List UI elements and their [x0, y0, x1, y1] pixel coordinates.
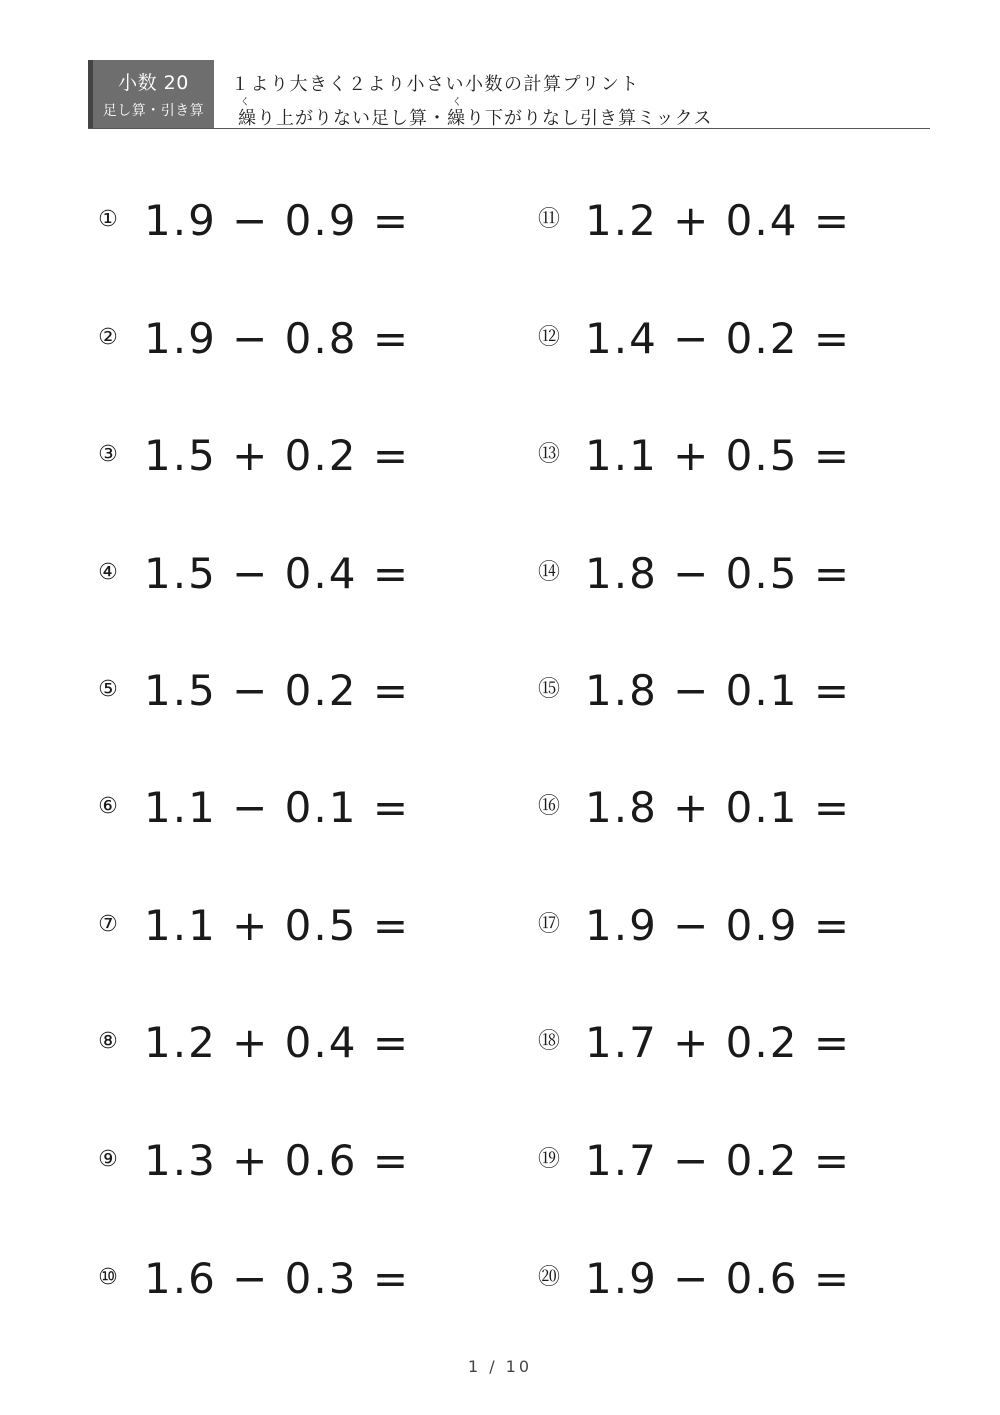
problem-expression: 1.4 − 0.2 = — [585, 313, 852, 363]
problem-expression: 1.1 − 0.1 = — [144, 782, 411, 832]
problem-expression: 1.7 + 0.2 = — [585, 1017, 852, 1067]
problem-item — [533, 1130, 851, 1190]
problem-item — [92, 1248, 410, 1308]
problem-item — [92, 1012, 410, 1072]
problem-number: ③ — [98, 442, 118, 467]
problem-number: ⑮ — [537, 677, 560, 702]
problem-expression: 1.9 − 0.9 = — [585, 900, 852, 950]
problem-expression: 1.9 − 0.6 = — [585, 1253, 852, 1303]
problem-number: ④ — [98, 560, 118, 585]
problem-item — [92, 660, 410, 720]
problem-item — [533, 190, 851, 250]
problem-number: ⑰ — [537, 912, 560, 937]
problem-item — [92, 308, 410, 368]
problem-number: ⑩ — [98, 1265, 118, 1290]
problem-item — [92, 895, 410, 955]
worksheet-title: １より大きく２より小さい小数の計算プリント — [231, 74, 640, 95]
problem-expression: 1.1 + 0.5 = — [585, 430, 852, 480]
furigana-2: く — [452, 97, 462, 108]
problem-expression: 1.2 + 0.4 = — [585, 195, 852, 245]
problem-expression: 1.3 + 0.6 = — [144, 1135, 411, 1185]
problem-item — [533, 308, 851, 368]
problem-expression: 1.5 − 0.2 = — [144, 665, 411, 715]
problem-item — [533, 425, 851, 485]
problem-item — [533, 543, 851, 603]
problem-expression: 1.8 − 0.5 = — [585, 548, 852, 598]
problem-number: ⑨ — [98, 1147, 118, 1172]
problem-expression: 1.7 − 0.2 = — [585, 1135, 852, 1185]
furigana-1: く — [240, 97, 250, 108]
problem-expression: 1.8 + 0.1 = — [585, 782, 852, 832]
problem-item — [533, 895, 851, 955]
problem-item — [533, 660, 851, 720]
problem-expression: 1.5 − 0.4 = — [144, 548, 411, 598]
problem-number: ⑧ — [98, 1029, 118, 1054]
problem-number: ⑫ — [537, 325, 560, 350]
problem-number: ⑲ — [537, 1147, 560, 1172]
problem-number: ⑤ — [98, 677, 118, 702]
problem-number: ⑭ — [537, 560, 560, 585]
problem-number: ⑥ — [98, 794, 118, 819]
problem-expression: 1.9 − 0.9 = — [144, 195, 411, 245]
problem-number: ⑬ — [537, 442, 560, 467]
problem-number: ⑪ — [537, 207, 560, 232]
problem-number: ⑦ — [98, 912, 118, 937]
page-number: 1 / 10 — [467, 1357, 533, 1376]
problem-item — [533, 777, 851, 837]
problem-expression: 1.9 − 0.8 = — [144, 313, 411, 363]
problem-expression: 1.6 − 0.3 = — [144, 1253, 411, 1303]
problem-number: ⑳ — [537, 1265, 560, 1290]
badge-title: 小数 20 — [118, 72, 189, 94]
problem-item — [92, 425, 410, 485]
problem-expression: 1.5 + 0.2 = — [144, 430, 411, 480]
problem-expression: 1.8 − 0.1 = — [585, 665, 852, 715]
problem-item — [533, 1248, 851, 1308]
problem-item — [92, 543, 410, 603]
problem-number: ⑯ — [537, 794, 560, 819]
problem-item — [92, 190, 410, 250]
problem-item — [92, 777, 410, 837]
problem-number: ② — [98, 325, 118, 350]
problem-expression: 1.1 + 0.5 = — [144, 900, 411, 950]
badge-subtitle: 足し算・引き算 — [102, 103, 205, 119]
problem-number: ⑱ — [537, 1029, 560, 1054]
problem-expression: 1.2 + 0.4 = — [144, 1017, 411, 1067]
problem-item — [92, 1130, 410, 1190]
worksheet-subtitle: 繰り上がりない足し算・繰り下がりなし引き算ミックス — [238, 108, 713, 129]
problem-number: ① — [98, 207, 118, 232]
problem-item — [533, 1012, 851, 1072]
